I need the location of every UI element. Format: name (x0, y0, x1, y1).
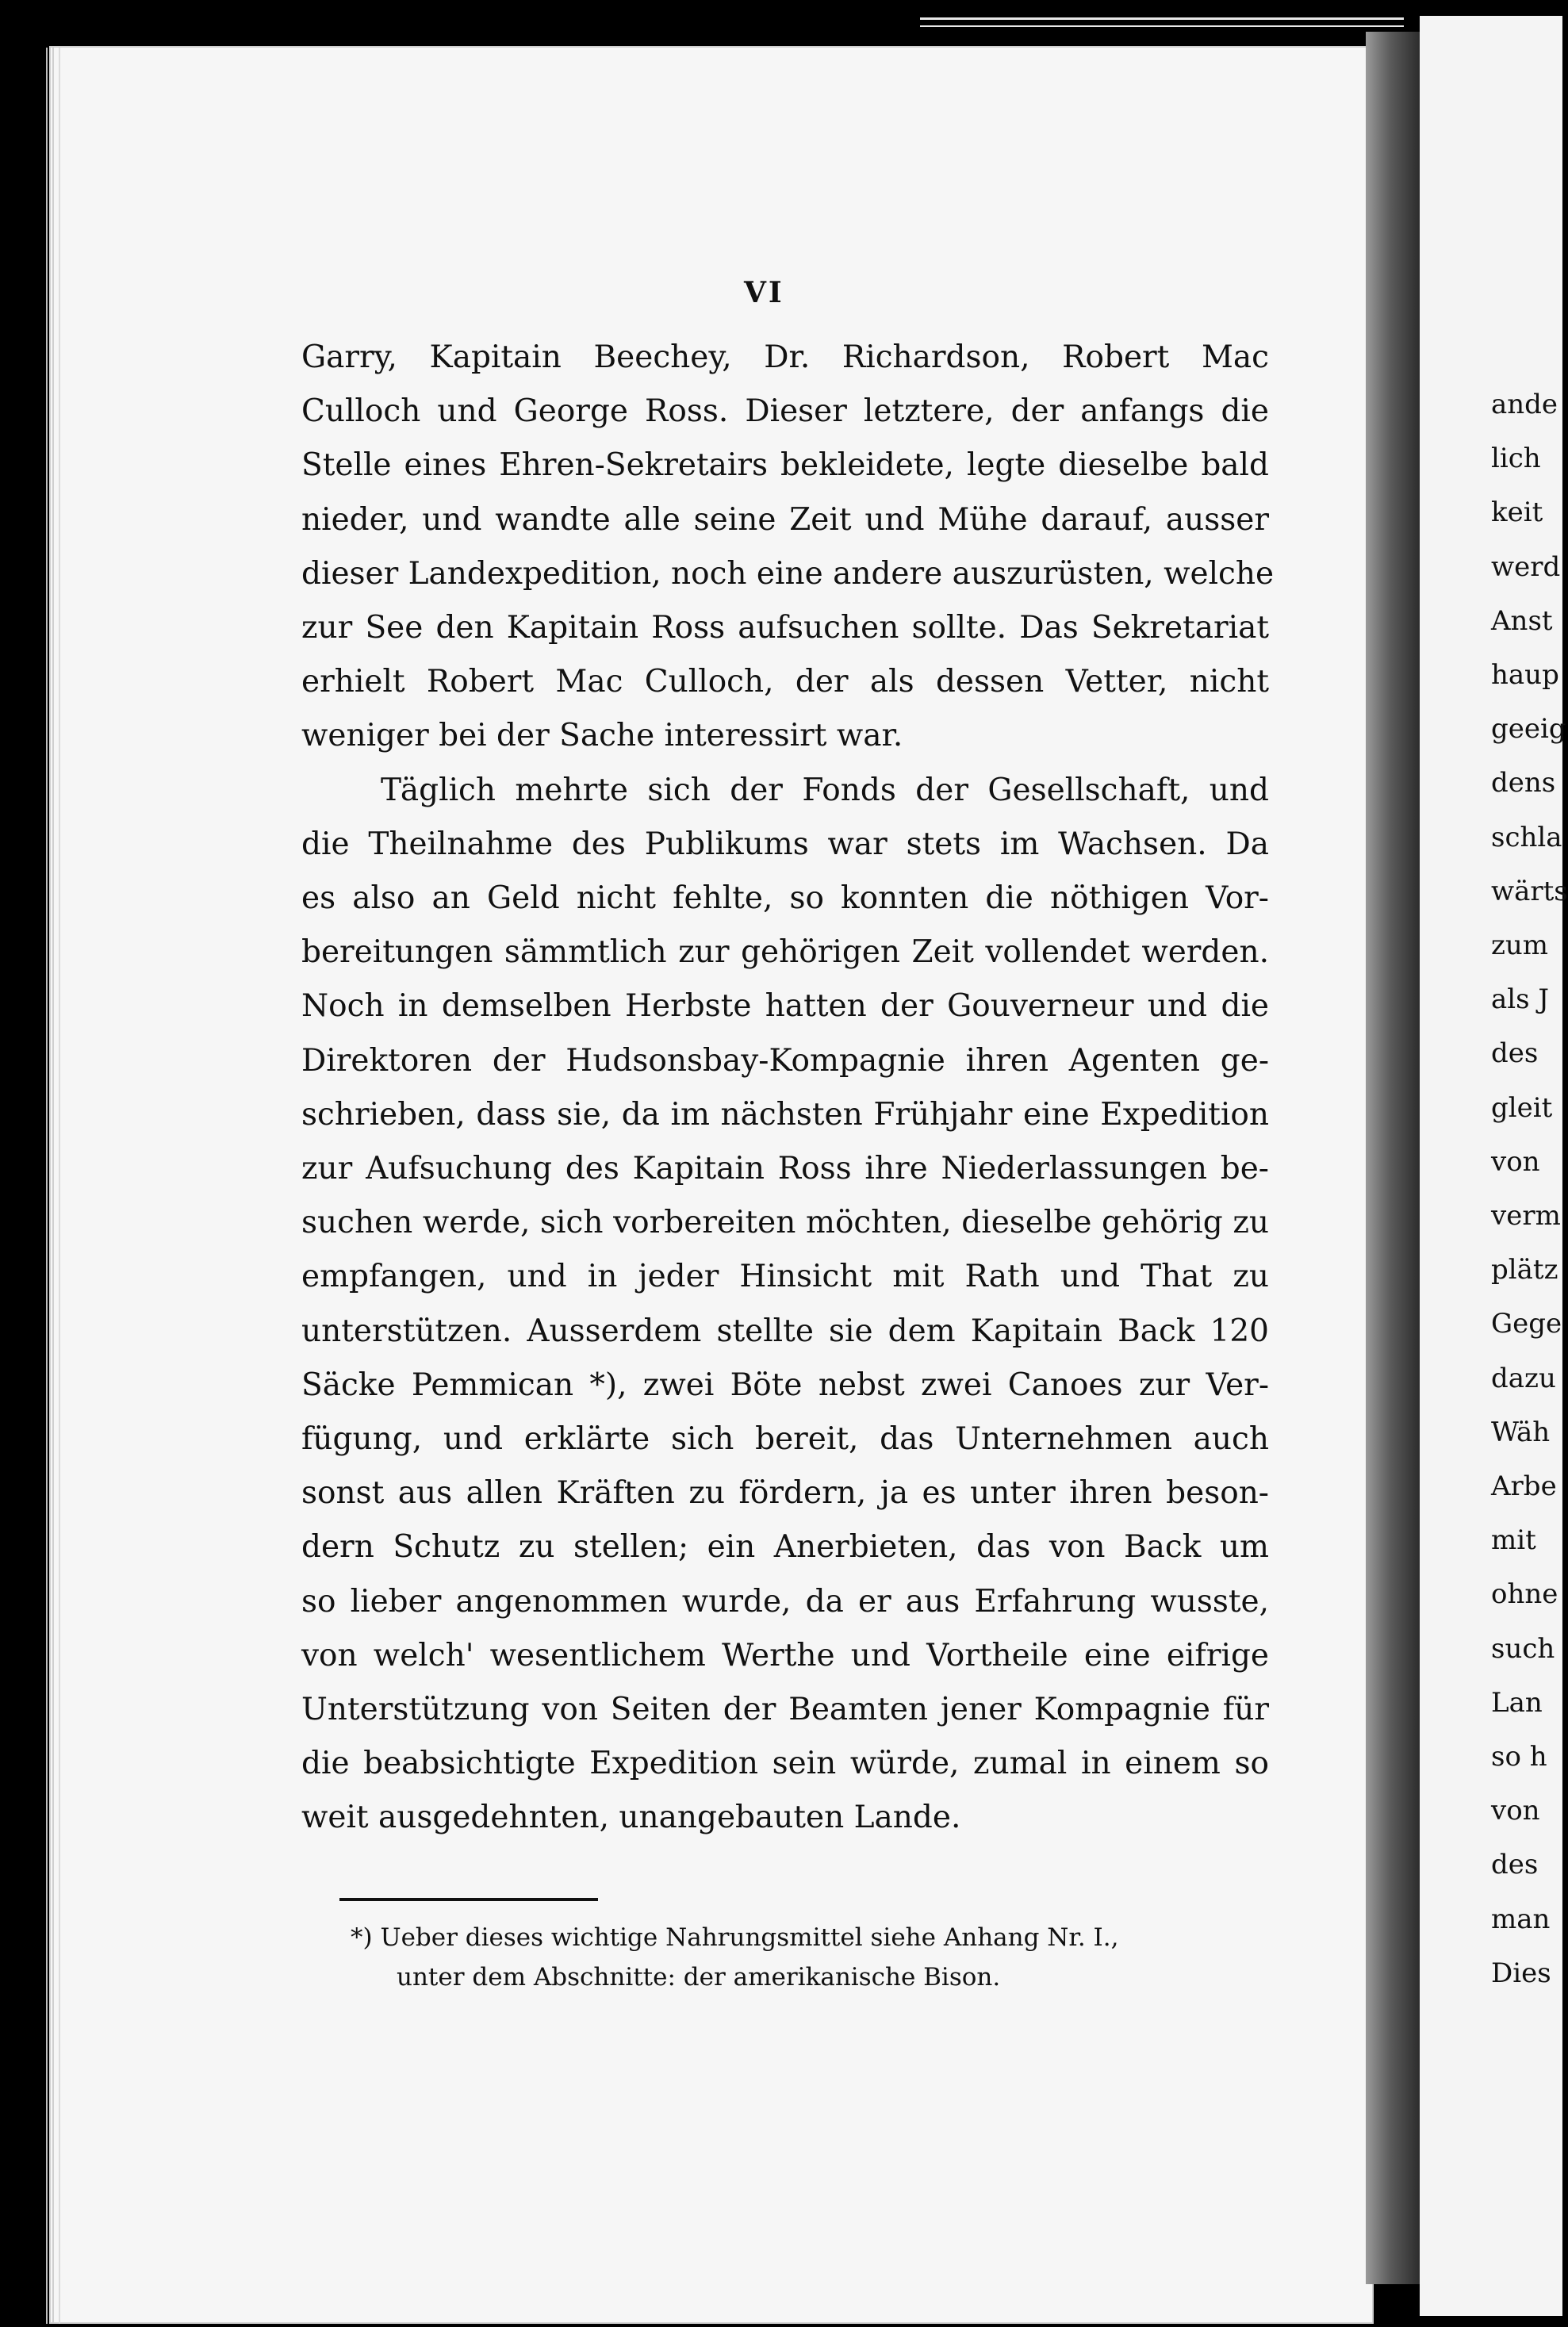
page-edge (52, 48, 54, 2324)
facing-page-word: des (1491, 1849, 1539, 1880)
text-line: Unterstützung von Seiten der Beamten jener Kompagnie für (301, 1692, 1269, 1727)
footnote-line: *) Ueber dieses wichtige Nahrungsmittel siehe Anhang Nr. I., (351, 1923, 1119, 1952)
text-line: bereitungen sämmtlich zur gehörigen Zeit vollendet werden. (301, 934, 1269, 970)
facing-page-word: Wäh (1491, 1417, 1551, 1448)
text-line: von welch' wesentlichem Werthe und Vortheile eine eifrige (301, 1638, 1269, 1673)
facing-page-word: wärts (1491, 876, 1568, 907)
footnote-line: unter dem Abschnitte: der amerikanische Bison. (397, 1963, 1001, 1992)
facing-page-word: Lan (1491, 1687, 1543, 1719)
facing-page-word: zum (1491, 930, 1549, 961)
top-rule (920, 25, 1404, 27)
text-line: dieser Landexpedition, noch eine andere auszurüsten, welche (301, 556, 1275, 592)
facing-page-word: Arbe (1491, 1470, 1557, 1502)
text-line: weniger bei der Sache interessirt war. (301, 718, 903, 753)
facing-page-word: dazu (1491, 1363, 1556, 1394)
text-line: zur See den Kapitain Ross aufsuchen sollte. Das Sekretariat (301, 610, 1269, 646)
text-line: suchen werde, sich vorbereiten möchten, dieselbe gehörig zu (301, 1205, 1269, 1240)
facing-page-word: ohne (1491, 1578, 1558, 1610)
text-line: Noch in demselben Herbste hatten der Gouverneur und die (301, 988, 1269, 1024)
facing-page-word: dens (1491, 767, 1556, 799)
facing-page-word: keit (1491, 496, 1543, 528)
text-line: erhielt Robert Mac Culloch, der als dessen Vetter, nicht (301, 664, 1269, 700)
facing-page-word: von (1491, 1146, 1540, 1178)
page-edge (46, 48, 48, 2324)
facing-page-word: Anst (1491, 605, 1553, 637)
top-rule (920, 17, 1404, 20)
facing-page-word: such (1491, 1633, 1555, 1665)
facing-page-word: werd (1491, 551, 1561, 583)
facing-page-word: man (1491, 1903, 1551, 1935)
facing-page-word: gleit (1491, 1092, 1553, 1124)
text-line: empfangen, und in jeder Hinsicht mit Rath und That zu (301, 1259, 1269, 1294)
text-line: zur Aufsuchung des Kapitain Ross ihre Niederlassungen be- (301, 1151, 1269, 1187)
facing-page-word: von (1491, 1795, 1540, 1827)
text-line: Garry, Kapitain Beechey, Dr. Richardson, Robert Mac (301, 339, 1269, 375)
text-line: Säcke Pemmican *), zwei Böte nebst zwei Canoes zur Ver- (301, 1367, 1269, 1403)
facing-page-word: des (1491, 1037, 1539, 1069)
facing-page-word: so h (1491, 1741, 1547, 1773)
facing-page-word: Dies (1491, 1957, 1551, 1989)
text-line: Täglich mehrte sich der Fonds der Gesellschaft, und (381, 772, 1269, 808)
facing-page-word: schla (1491, 822, 1562, 853)
footnote-rule (339, 1898, 598, 1901)
text-line: Stelle eines Ehren-Sekretairs bekleidete, legte dieselbe bald (301, 447, 1269, 483)
text-line: Culloch und George Ross. Dieser letztere, der anfangs die (301, 393, 1269, 429)
text-line: dern Schutz zu stellen; ein Anerbieten, das von Back um (301, 1529, 1269, 1565)
text-line: nieder, und wandte alle seine Zeit und Mühe darauf, ausser (301, 502, 1269, 538)
text-line: es also an Geld nicht fehlte, so konnten die nöthigen Vor- (301, 880, 1269, 916)
page-number: VI (744, 276, 784, 309)
facing-page-word: plätz (1491, 1254, 1558, 1286)
text-line: sonst aus allen Kräften zu fördern, ja es unter ihren beson- (301, 1475, 1269, 1511)
text-line: so lieber angenommen wurde, da er aus Erfahrung wusste, (301, 1584, 1269, 1620)
page-edge (59, 48, 60, 2324)
facing-page-word: ande (1491, 389, 1558, 420)
facing-page-word: lich (1491, 443, 1541, 474)
facing-page-word: verm (1491, 1200, 1561, 1232)
text-line: Direktoren der Hudsonsbay-Kompagnie ihren Agenten ge- (301, 1043, 1269, 1079)
facing-page-word: haup (1491, 659, 1559, 691)
facing-page-word: Gege (1491, 1308, 1562, 1340)
facing-page-word: als J (1491, 983, 1550, 1015)
text-line: fügung, und erklärte sich bereit, das Unternehmen auch (301, 1421, 1269, 1457)
facing-page-word: geeig (1491, 713, 1566, 745)
text-line: die Theilnahme des Publikums war stets im Wachsen. Da (301, 826, 1269, 862)
text-line: die beabsichtigte Expedition sein würde, zumal in einem so (301, 1746, 1269, 1781)
facing-page-word: mit (1491, 1524, 1536, 1556)
text-line: weit ausgedehnten, unangebauten Lande. (301, 1800, 961, 1835)
text-line: unterstützen. Ausserdem stellte sie dem Kapitain Back 120 (301, 1313, 1269, 1349)
book-gutter (1366, 32, 1421, 2284)
text-line: schrieben, dass sie, da im nächsten Frühjahr eine Expedition (301, 1097, 1269, 1133)
